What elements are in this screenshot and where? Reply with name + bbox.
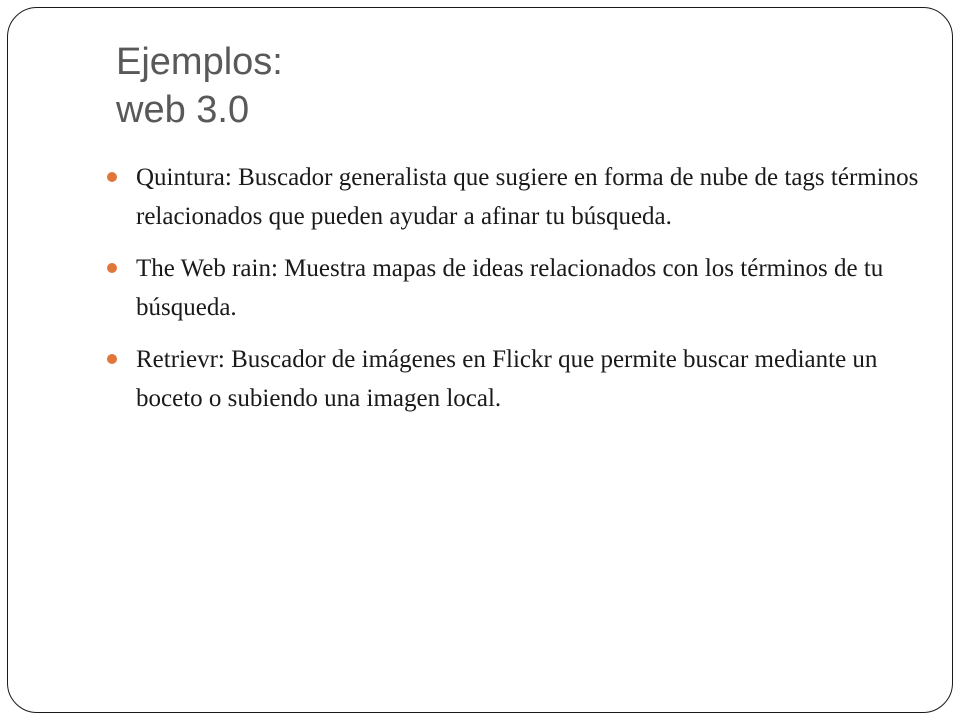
bullet-dot-icon	[107, 172, 117, 182]
bullet-text: Retrievr: Buscador de imágenes en Flickr que permite buscar mediante un boceto o subiendo una imagen local.	[136, 346, 878, 412]
title-line-1: Ejemplos:	[116, 41, 283, 83]
bullet-text: Quintura: Buscador generalista que sugiere en forma de nube de tags términos relacionados que pueden ayudar a afinar tu búsqueda.	[136, 164, 919, 230]
bullet-item-retrievr	[104, 340, 924, 418]
slide-title	[116, 38, 896, 134]
bullet-dot-icon	[107, 263, 117, 273]
bullet-item-web-rain	[104, 249, 924, 327]
bullet-dot-icon	[107, 354, 117, 364]
bullet-list	[104, 158, 924, 431]
title-line-2: web 3.0	[116, 89, 250, 131]
bullet-text: The Web rain: Muestra mapas de ideas relacionados con los términos de tu búsqueda.	[136, 255, 884, 321]
bullet-item-quintura	[104, 158, 924, 236]
